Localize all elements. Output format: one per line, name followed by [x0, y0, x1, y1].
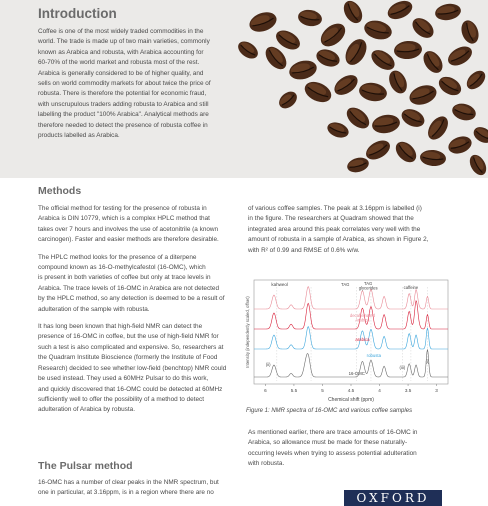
methods-heading: Methods	[38, 185, 82, 197]
intro-paragraph	[38, 27, 228, 141]
omc-label: 16-OMC	[348, 371, 365, 376]
peak-ii-label: (ii)	[265, 362, 271, 367]
coffee-bean	[331, 71, 361, 99]
coffee-bean	[419, 149, 446, 167]
coffee-bean	[436, 73, 465, 99]
coffee-bean	[471, 124, 488, 146]
x-tick-label: 3.5	[404, 388, 412, 393]
caffeine-label: caffeine	[403, 285, 419, 290]
coffee-bean	[343, 104, 373, 133]
right-paragraph-1	[248, 204, 448, 256]
methods-paragraph-1	[38, 204, 234, 246]
intro-title: Introduction	[38, 6, 117, 21]
coffee-bean	[407, 82, 439, 108]
text-line: sufficiently well to offer the possibility of a method to detect	[38, 395, 205, 403]
x-tick-label: 5	[321, 388, 324, 393]
x-tick-label: 4	[378, 388, 381, 393]
text-line: The HPLC method looks for the presence of a diterpene	[38, 253, 197, 261]
figure-caption: Figure 1: NMR spectra of 16-OMC and various coffee samples	[246, 408, 413, 414]
coffee-bean	[385, 0, 415, 23]
text-line: products labelled as Arabica.	[38, 132, 120, 140]
kahweol-label: kahweol	[271, 282, 288, 287]
right-column-bottom	[248, 428, 448, 477]
text-line: adulteration of the sample with robusta.	[38, 305, 150, 313]
text-line: Arabica, so allowance must be made for these naturally-	[248, 439, 408, 447]
coffee-beans-image	[228, 0, 488, 178]
text-line: world. The trade is made up of two main varieties, commonly	[38, 38, 210, 46]
methods-paragraph-3	[38, 322, 234, 416]
intro-section	[0, 0, 488, 178]
text-line: of various coffee samples. The peak at 3.16ppm is labelled (i)	[248, 205, 422, 212]
coffee-bean	[235, 38, 261, 62]
coffee-bean	[341, 35, 371, 68]
tag-label: TAG	[341, 282, 350, 287]
x-tick-label: 5.5	[290, 388, 298, 393]
nmr-spectra-figure	[246, 277, 452, 404]
coffee-bean	[466, 152, 488, 178]
peak-iii-label: (iii)	[399, 365, 406, 370]
text-line: occurring levels when trying to assess potential adulteration	[248, 449, 417, 457]
text-line: adulteration of Arabica by robusta.	[38, 406, 135, 414]
tag-glycerides-label: TAG glycerides	[358, 281, 378, 291]
coffee-bean	[393, 40, 422, 60]
y-axis-label: Intensity (independently scaled, offset)	[245, 296, 250, 368]
text-line: with R² of 0.99 and RMSE of 0.6% w/w.	[248, 246, 360, 254]
coffee-bean	[276, 88, 300, 112]
text-line: Arabica is generally considered to be of higher quality, and	[38, 69, 204, 77]
coffee-bean	[325, 120, 350, 141]
coffee-bean	[463, 67, 488, 92]
robusta-label: robusta	[366, 353, 381, 358]
coffee-bean	[446, 133, 474, 156]
x-tick-label: 4.5	[347, 388, 355, 393]
text-line: with robusta.	[248, 460, 285, 468]
text-line: is present in both varieties of coffee but only at trace levels in	[38, 274, 211, 282]
x-axis-label: Chemical shift (ppm)	[328, 397, 374, 403]
text-line: therefore needed to detect the presence of robusta coffee in	[38, 121, 208, 129]
coffee-bean	[287, 58, 319, 83]
peak-i-label: (i)	[425, 359, 430, 364]
text-line: carcinogen). Faster and easier methods are therefore desirable.	[38, 236, 219, 244]
coffee-bean	[386, 68, 411, 97]
x-tick-label: 3	[435, 388, 438, 393]
coffee-bean	[371, 113, 402, 136]
coffee-bean	[247, 9, 279, 35]
coffee-bean	[302, 78, 335, 106]
text-line: integrated area around this peak correlates very well with the	[248, 225, 421, 233]
text-line: in the figure. The researchers at Quadram showed that the	[248, 215, 414, 223]
text-line: Coffee is one of the most widely traded commodities in the	[38, 28, 204, 35]
decaf-arabica-label: decaffeinated Arabica	[349, 313, 375, 323]
right-column-top	[248, 204, 448, 263]
arabica-label: arabica	[355, 337, 370, 342]
coffee-bean	[358, 81, 389, 104]
x-tick-label: 6	[264, 388, 267, 393]
coffee-bean	[346, 155, 371, 174]
coffee-bean	[392, 138, 420, 166]
text-line: labelling the product "100% Arabica". Analytical methods are	[38, 111, 209, 119]
text-line: takes over 7 hours and involves the use of acetonitrile (a known	[38, 225, 219, 233]
text-line: be used instead. They used a 60MHz Pulsar to do this work,	[38, 375, 209, 383]
text-line: Research) decided to see whether low-field (benchtop) NMR could	[38, 364, 227, 372]
text-line: amount of robusta in a sample of Arabica, as shown in Figure 2,	[248, 236, 429, 244]
coffee-bean	[424, 113, 452, 143]
text-line: and quickly discovered that 16-OMC could be detected at 60MHz	[38, 385, 223, 393]
text-line: Arabica is DIN 10779, which is a complex HPLC method that	[38, 215, 210, 223]
text-line: the Quadram Institute Bioscience (formerly the Institute of Food	[38, 354, 218, 362]
text-line: known as Arabica and robusta, with Arabica accounting for	[38, 48, 204, 56]
coffee-bean	[316, 19, 349, 51]
text-line: It has long been known that high-field NMR can detect the	[38, 323, 203, 331]
coffee-bean	[362, 18, 394, 43]
coffee-bean	[450, 101, 477, 123]
text-line: The official method for testing for the presence of robusta in	[38, 205, 207, 212]
text-line: Arabica. The trace levels of 16-OMC in Arabica are not detected	[38, 284, 220, 292]
text-line: sells on world commodity markets for about twice the price of	[38, 80, 211, 88]
text-line: 16-OMC has a number of clear peaks in the NMR spectrum, but	[38, 479, 219, 486]
oxford-instruments-logo: OXFORD	[344, 490, 442, 506]
coffee-bean	[445, 43, 476, 70]
text-line: compound known as 16-O-methylcafestol (16-OMC), which	[38, 264, 206, 272]
coffee-bean	[399, 106, 428, 131]
text-line: 60-70% of the world market and robusta most of the rest.	[38, 59, 200, 67]
coffee-bean	[314, 46, 342, 69]
methods-column	[38, 204, 234, 423]
text-line: with unscrupulous traders adding robusta to Arabica and still	[38, 100, 209, 108]
text-line: robusta. There is therefore the potential for economic fraud,	[38, 90, 207, 98]
text-line: presence of 16-OMC in coffee, but the use of high-field NMR for	[38, 333, 219, 341]
pulsar-paragraph	[38, 478, 238, 499]
methods-paragraph-2	[38, 253, 234, 315]
text-line: one in particular, at 3.16ppm, is in a region where there are no	[38, 489, 214, 497]
coffee-bean	[297, 8, 323, 28]
text-line: such a test is also complicated and expensive. So, researchers at	[38, 343, 224, 351]
text-line: by the HPLC method, so any detection is deemed to be a result of	[38, 295, 225, 303]
coffee-bean	[434, 2, 462, 22]
pulsar-heading: The Pulsar method	[38, 460, 133, 472]
coffee-bean	[409, 14, 438, 42]
text-line: As mentioned earlier, there are trace amounts of 16-OMC in	[248, 429, 418, 436]
coffee-bean	[368, 46, 398, 74]
pulsar-column	[38, 478, 238, 506]
coffee-bean	[363, 137, 394, 164]
right-paragraph-2	[248, 428, 448, 470]
coffee-bean	[340, 0, 366, 26]
coffee-bean	[458, 18, 481, 46]
coffee-bean	[420, 48, 447, 77]
